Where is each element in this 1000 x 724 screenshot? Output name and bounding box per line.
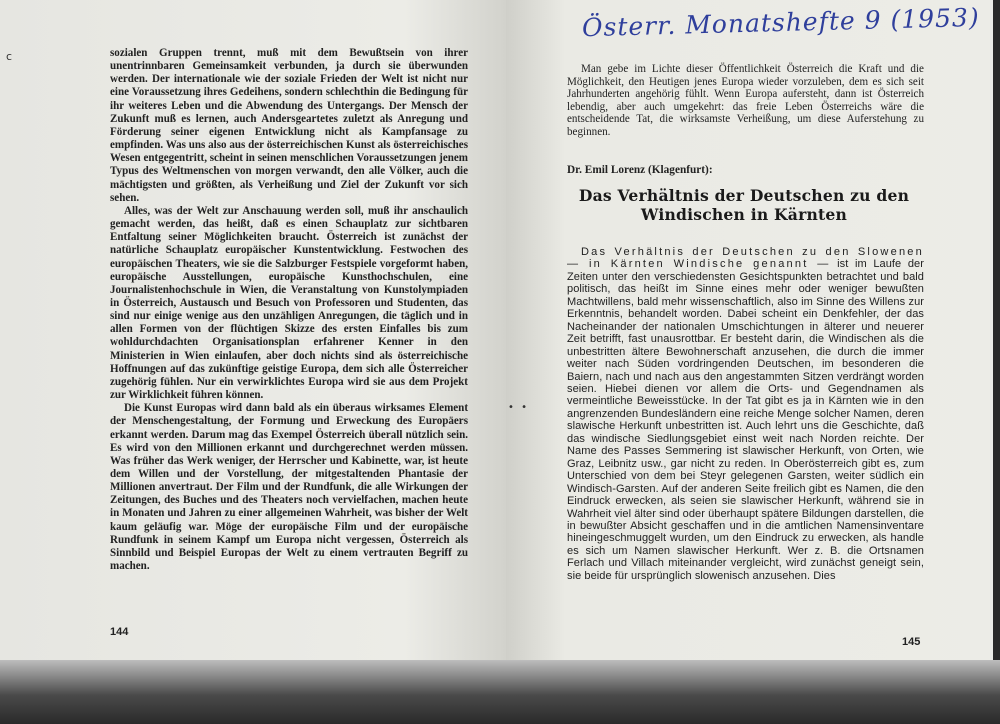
margin-mark: c [6,50,13,63]
handwritten-annotation: Österr. Monatshefte 9 (1953) [581,2,980,43]
left-text-column [110,47,468,573]
scan-edge [993,0,1000,660]
left-page [0,0,506,660]
left-paragraph-1: sozialen Gruppen trennt, muß mit dem Bewußtsein von ihrer unentrinnbaren Gemeinsamkeit verbunden, ja durch sie überwunden werden. Der internationale wie der soziale Frieden der Welt ist nicht nur eine Voraussetzung ihres Gedeihens, sondern schlechthin die Bedingung für ihr weiteres Leben und die Abwendung des Untergangs. Der Mensch der Zukunft muß es lernen, auch Andersgeartetes zuletzt als Anregung und Förderung seiner eigenen Entwicklung nicht als Kampfansage zu empfinden. Was uns also aus der österreichischen Kunst als österreichisches Wesen entgegentritt, scheint in seinen menschlichen Voraussetzungen jenem Typus des Weltmenschen von morgen verwandt, den alle Völker, auch die mächtigsten und größten, als Verheißung und Ziel der Zukunft vor sich sehen. [110,47,468,204]
scanner-edge-band [0,660,1000,724]
article-body [567,246,924,582]
article-lead-spaced: Das Verhältnis der Deutschen zu den Slowenen — in Kärnten Windische genannt — [567,246,924,271]
article-paragraph [567,246,924,582]
page-number-right: 145 [902,636,921,648]
intro-paragraph: Man gebe im Lichte dieser Öffentlichkeit Österreich die Kraft und die Möglichkeit, den Heutigen jenes Europa wieder vorzuleben, dem es sich seit Jahrhunderten angehörig fühlt. Wenn Europa aufersteht, dann ist Österreich lebendig, aber auch umgekehrt: das freie Leben Österreichs wäre die entscheidende Tat, die wirksamste Verheißung, um diese Auferstehung zu beginnen. [567,63,924,138]
page-number-left: 144 [110,626,129,638]
intro-column [567,63,924,139]
article-title: Das Verhältnis der Deutschen zu den Windischen in Kärnten [578,186,910,224]
left-paragraph-3: Die Kunst Europas wird dann bald als ein überaus wirksames Element der Menschengestaltung, der Formung und Erweckung des Europäers erkannt werden. Darum mag das Exempel Österreich überall nützlich sein. Es wird von den Millionen erkannt und durchgerechnet werden müssen. Was früher das Werk weniger, der Herrscher und Kabinette, war, ist heute dem Willen und der Vorstellung, der mitgestaltenden Phantasie der Millionen anvertraut. Der Film und der Rundfunk, die alle Wirkungen der Zeitungen, des Buches und des Theaters noch vervielfachen, machen heute in Monaten und Jahren zu einer allgemeinen Wahrheit, was bisher der Welt kaum geläufig war. Möge der europäische Film und der europäische Rundfunk in seinem Kampf um Europa nicht vergessen, Österreich als Sinnbild und Beispiel Europas der Welt zu einem vertrauten Begriff zu machen. [110,402,468,573]
gutter-mark: • • [508,402,529,413]
article-body-text: ist im Laufe der Zeiten unter den verschiedensten Gesichtspunkten betrachtet und bald politisch, das heißt im Sinne eines mehr oder weniger bewußten Machtwillens, bald mehr wissenschaftlich, also im Sinne des Willens zur Erkenntnis, behandelt worden. Dabei scheint ein Denkfehler, der das Nacheinander der nationalen Umschichtungen in älterer und neuerer Zeit betrifft, fast unausrottbar. Er besteht darin, die Windischen als die unbestritten ältere Bewohnerschaft anzusehen, die durch die immer weiter nach Süden vordringenden Deutschen, im besonderen die Baiern, nach und nach aus den angestammten Sitzen verdrängt worden seien. Hiebei dienen vor allem die Orts- und Gegendnamen als vermeintliche Beweisstücke. In der Tat gibt es ja in Kärnten wie in den angrenzenden Bundesländern eine reiche Menge solcher Namen, deren slawische Herkunft unbestritten ist. Auch lehrt uns die Geschichte, daß das windische Siedlungsgebiet einst weit nach Norden reichte. Der Name des Passes Semmering ist slawischer Herkunft, von Orten, wie Graz, Leibnitz usw., gar nicht zu reden. In Oberösterreich gibt es, zum Unterschied von dem bei Steyr gelegenen Garsten, weiter südlich ein Windisch-Garsten. Auf der anderen Seite freilich gibt es Namen, die den Eindruck erwecken, als seien sie slawischer Herkunft, während sie in Wahrheit viel älter sind oder überhaupt spätere Bildungen darstellen, die in bewußter Absicht geschaffen und in die amtlichen Namensinventare hineingeschmuggelt wurden, um den Eindruck zu erwecken, als handle es sich um Namen slawischer Herkunft. Wer z. B. die Ortsnamen Ferlach und Villach miteinander vergleicht, wird zunächst geneigt sein, sie beide für ursprünglich slowenisch anzusehen. Dies [567,258,924,582]
article-author: Dr. Emil Lorenz (Klagenfurt): [567,164,713,176]
left-paragraph-2: Alles, was der Welt zur Anschauung werden soll, muß ihr anschaulich gemacht werden, das heißt, daß es einen Schauplatz zur sichtbaren Entfaltung seiner Möglichkeiten braucht. Österreich ist zunächst der natürliche Schauplatz europäischer Kunstentwicklung. Festwochen des europäischen Theaters, wie sie die Salzburger Festspiele vorgeformt haben, europäische Ausstellungen, europäische Kunsthochschulen, eine Journalistenhochschule in Wien, die Veranstaltung von Kunstolympiaden in Österreich, Austausch und Besuch von Professoren und Studenten, das sind nur einige wenige aus den unzähligen Anregungen, die täglich und in allen Formen von der flüchtigen Skizze des ersten Einfalles bis zum wohldurchdachten Organisationsplan erfahrener Kenner in den Ministerien in Wien einlaufen, aber doch nichts sind als österreichische Hoffnungen auf das zukünftige geistige Europa, dem sich alle Österreicher zugehörig fühlen. Nur ein verwirklichtes Europa wird sie aus dem Projekt zur Wirklichkeit führen können. [110,204,468,402]
